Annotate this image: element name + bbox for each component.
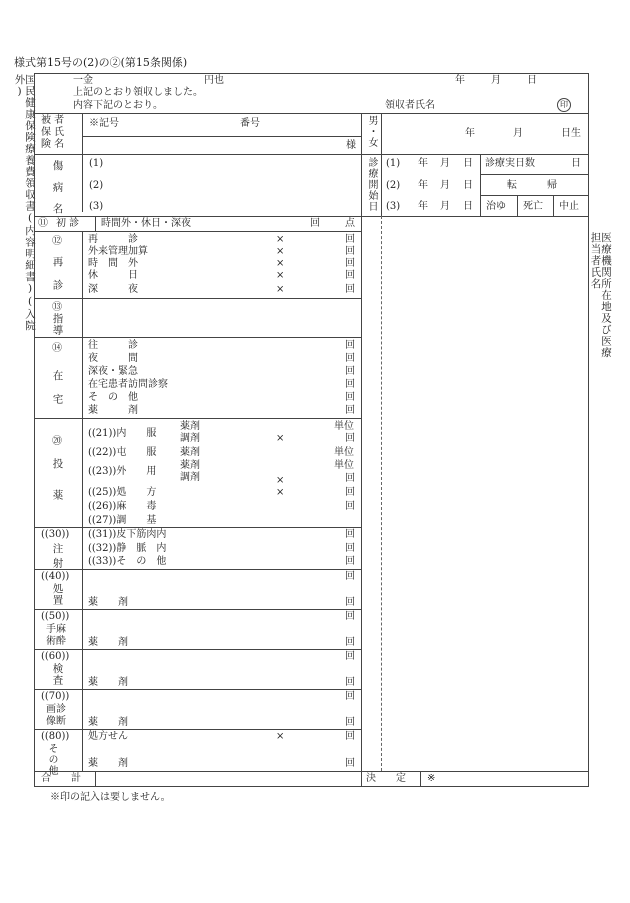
revisit-cross-5: ×	[276, 284, 285, 295]
procedure-40-kai-1: 回	[345, 571, 355, 582]
home-item-2: 夜 間	[88, 353, 138, 364]
revisit-label: 再診	[51, 256, 64, 303]
first-visit-no: ⑪	[38, 218, 48, 229]
birth-day-label: 日生	[561, 128, 581, 139]
date-year-label: 年	[455, 75, 465, 86]
home-label: 在宅	[51, 370, 64, 417]
injection-no: ((30))	[41, 529, 70, 540]
start-year-1: 年	[418, 158, 428, 169]
other-kai-1: 回	[345, 731, 355, 742]
home-kai-1: 回	[345, 340, 355, 351]
revisit-kai-2: 回	[345, 246, 355, 257]
amount-prefix: 一金	[73, 75, 93, 86]
insured-label-top: 被 者	[41, 115, 65, 126]
receiver-name-label: 領収者氏名	[385, 100, 435, 111]
disease-item-1: (1)	[89, 158, 104, 169]
procedure-40-kai-2: 回	[345, 597, 355, 608]
revisit-kai-4: 回	[345, 270, 355, 281]
med-prescription: ((25))処 方	[88, 487, 157, 498]
home-no: ⑭	[52, 343, 62, 354]
home-kai-4: 回	[345, 379, 355, 390]
procedure-50-kai-2: 回	[345, 637, 355, 648]
procedure-70-label: 画診	[46, 704, 66, 715]
received-line: 上記のとおり領収しました。	[73, 87, 203, 98]
decision-label: 決 定	[366, 773, 406, 784]
other-label: その他	[46, 743, 57, 776]
procedure-70-kai-2: 回	[345, 717, 355, 728]
procedure-40-sub: 薬 剤	[88, 597, 128, 608]
procedure-60-sub: 薬 剤	[88, 677, 128, 688]
home-kai-6: 回	[345, 405, 355, 416]
med-oral-yakuzai: 薬剤	[180, 421, 200, 432]
med-external-yakuzai: 薬剤	[180, 460, 200, 471]
start-row-3: (3)	[386, 201, 401, 212]
disease-item-2: (2)	[89, 180, 104, 191]
start-year-2: 年	[418, 180, 428, 191]
guidance-no: ⑬	[52, 302, 62, 313]
med-oral-tani: 単位	[334, 421, 354, 432]
procedure-60-no: ((60))	[41, 651, 70, 662]
footnote: ※印の記入は要しません。	[50, 792, 171, 803]
medication-label: 投薬	[51, 458, 64, 521]
revisit-item-2: 外来管理加算	[88, 246, 148, 257]
start-date-label: 診療開始日	[366, 157, 377, 212]
med-narcotic-kai: 回	[345, 501, 355, 512]
med-prn-tani: 単位	[334, 447, 354, 458]
outcome-stopped: 中止	[559, 201, 579, 212]
med-external-chozai: 調剤	[180, 472, 200, 483]
start-month-1: 月	[440, 158, 450, 169]
injection-item-2: ((32))静 脈 内	[88, 543, 167, 554]
home-item-5: そ の 他	[88, 392, 138, 403]
revisit-cross-1: ×	[276, 234, 285, 245]
procedure-70-kai-1: 回	[345, 691, 355, 702]
revisit-no: ⑫	[52, 236, 62, 247]
med-narcotic: ((26))麻 毒	[88, 501, 157, 512]
home-kai-3: 回	[345, 366, 355, 377]
other-kai-2: 回	[345, 758, 355, 769]
first-visit-detail: 時間外・休日・深夜	[101, 218, 191, 229]
insured-mark-label: ※記号	[89, 118, 119, 129]
birth-month-label: 月	[513, 128, 523, 139]
med-external-kai: 回	[345, 473, 355, 484]
start-day-3: 日	[463, 201, 473, 212]
procedure-50-kai-1: 回	[345, 611, 355, 622]
disease-item-3: (3)	[89, 201, 104, 212]
procedure-50-sub: 薬 剤	[88, 637, 128, 648]
insured-sama: 様	[346, 140, 356, 151]
revisit-item-1: 再 診	[88, 234, 138, 245]
sex-label: 男・女	[366, 115, 377, 148]
home-item-6: 薬 剤	[88, 405, 138, 416]
med-basic: ((27))調 基	[88, 515, 157, 526]
med-prn: ((22))屯 服	[88, 447, 157, 458]
actual-days-unit: 日	[571, 158, 581, 169]
start-day-1: 日	[463, 158, 473, 169]
guidance-label: 指導	[51, 313, 64, 336]
injection-item-1: ((31))皮下筋肉内	[88, 529, 167, 540]
med-prn-yakuzai: 薬剤	[180, 447, 200, 458]
procedure-70-label-2: 像断	[46, 716, 66, 727]
procedure-60-kai-2: 回	[345, 677, 355, 688]
disease-label: 傷病名	[51, 160, 64, 225]
med-external: ((23))外 用	[88, 466, 157, 477]
side-title: 国民健康保険療養費領収書(内容明細書)(入院外)	[13, 74, 36, 332]
other-no: ((80))	[41, 731, 70, 742]
med-external-cross: ×	[276, 475, 285, 486]
home-item-3: 深夜・緊急	[88, 366, 138, 377]
other-item-drug: 薬 剤	[88, 758, 128, 769]
form-title: 様式第15号の(2)の②(第15条関係)	[14, 56, 188, 69]
home-kai-5: 回	[345, 392, 355, 403]
med-prescription-kai: 回	[345, 487, 355, 498]
first-visit-unit-ten: 点	[345, 218, 355, 229]
seal-mark: 印	[557, 98, 571, 112]
insured-label-mid: 保 氏	[41, 127, 65, 138]
start-month-2: 月	[440, 180, 450, 191]
med-oral-kai: 回	[345, 433, 355, 444]
total-label: 合 計	[41, 773, 81, 784]
med-prescription-cross: ×	[276, 487, 285, 498]
procedure-60-label: 検査	[51, 663, 64, 686]
home-item-4: 在宅患者訪問診察	[88, 379, 168, 390]
procedure-70-sub: 薬 剤	[88, 717, 128, 728]
date-day-label: 日	[527, 75, 537, 86]
outcome-died: 死亡	[523, 201, 543, 212]
revisit-kai-5: 回	[345, 284, 355, 295]
med-oral-chozai: 調剤	[180, 433, 200, 444]
start-month-3: 月	[440, 201, 450, 212]
date-month-label: 月	[491, 75, 501, 86]
revisit-cross-2: ×	[276, 246, 285, 257]
actual-days-label: 診療実日数	[485, 158, 535, 169]
start-day-2: 日	[463, 180, 473, 191]
procedure-50-label: 手麻	[46, 624, 66, 635]
revisit-item-3: 時 間 外	[88, 258, 138, 269]
breakdown-line: 内容下記のとおり。	[73, 100, 163, 111]
outcome-cured: 治ゆ	[486, 201, 506, 212]
revisit-cross-3: ×	[276, 258, 285, 269]
first-visit-label: 初 診	[56, 218, 80, 229]
injection-item-3: ((33))そ の 他	[88, 556, 167, 567]
medication-no: ⑳	[52, 436, 62, 447]
med-oral: ((21))内 服	[88, 428, 157, 439]
injection-kai-1: 回	[345, 529, 355, 540]
birth-year-label: 年	[465, 128, 475, 139]
start-row-1: (1)	[386, 158, 401, 169]
home-item-1: 往 診	[88, 340, 138, 351]
med-oral-cross: ×	[276, 433, 285, 444]
revisit-kai-3: 回	[345, 258, 355, 269]
procedure-60-kai-1: 回	[345, 651, 355, 662]
right-side-label: 医療機関所在地及び医療担当者氏名	[589, 232, 612, 359]
revisit-item-5: 深 夜	[88, 284, 138, 295]
start-row-2: (2)	[386, 180, 401, 191]
other-item-prescription: 処方せん	[88, 731, 128, 742]
procedure-70-no: ((70))	[41, 691, 70, 702]
first-visit-unit-kai: 回	[310, 218, 320, 229]
revisit-kai-1: 回	[345, 234, 355, 245]
outcome-label: 転 帰	[507, 180, 557, 191]
revisit-cross-4: ×	[276, 270, 285, 281]
decision-mark: ※	[427, 773, 436, 784]
insured-number-label: 番号	[240, 118, 260, 129]
procedure-50-no: ((50))	[41, 611, 70, 622]
injection-kai-2: 回	[345, 543, 355, 554]
other-cross: ×	[276, 731, 285, 742]
insured-label-bot: 険 名	[41, 139, 65, 150]
amount-suffix: 円也	[204, 75, 224, 86]
procedure-40-no: ((40))	[41, 571, 70, 582]
med-external-tani: 単位	[334, 460, 354, 471]
start-year-3: 年	[418, 201, 428, 212]
home-kai-2: 回	[345, 353, 355, 364]
injection-label: 注射	[51, 543, 64, 572]
procedure-50-label-2: 術酔	[46, 636, 66, 647]
procedure-40-label: 処置	[51, 583, 64, 606]
revisit-item-4: 休 日	[88, 270, 138, 281]
injection-kai-3: 回	[345, 556, 355, 567]
